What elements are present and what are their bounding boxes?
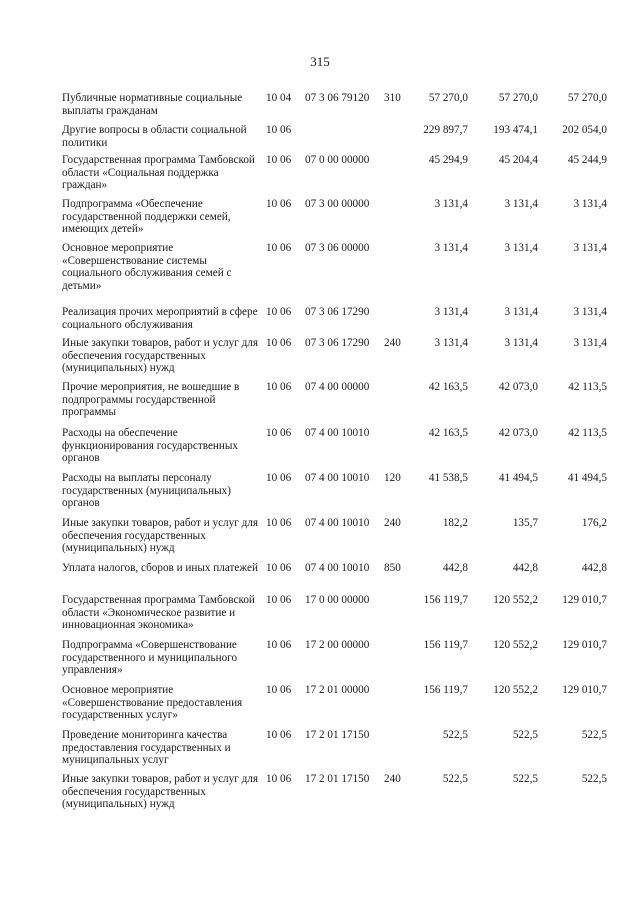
row-program-code: 17 2 00 00000 [305, 639, 370, 651]
row-value-year-2: 42 073,0 [498, 427, 538, 439]
row-value-year-1: 156 119,7 [423, 684, 468, 696]
row-value-year-2: 42 073,0 [498, 381, 538, 393]
row-program-code: 07 4 00 10010 [305, 517, 370, 529]
row-value-year-3: 202 054,0 [562, 124, 607, 136]
row-value-year-1: 156 119,7 [423, 594, 468, 606]
row-name: Проведение мониторинга качества предоставления государственных и муниципальных услуг [62, 729, 231, 766]
row-program-code: 07 3 06 79120 [305, 92, 370, 104]
row-section-code: 10 06 [266, 773, 292, 785]
row-expense-type: 310 [384, 92, 401, 104]
row-program-code: 07 4 00 00000 [305, 381, 370, 393]
row-value-year-2: 135,7 [512, 517, 538, 529]
row-section-code: 10 06 [266, 729, 292, 741]
row-section-code: 10 06 [266, 684, 292, 696]
row-value-year-3: 45 244,9 [567, 154, 607, 166]
row-value-year-3: 3 131,4 [573, 337, 607, 349]
row-program-code: 07 3 06 17290 [305, 306, 370, 318]
row-expense-type: 240 [384, 337, 401, 349]
row-value-year-2: 3 131,4 [504, 242, 538, 254]
row-program-code: 17 0 00 00000 [305, 594, 370, 606]
row-value-year-2: 442,8 [512, 562, 538, 574]
row-name: Государственная программа Тамбовской области «Социальная поддержка граждан» [62, 154, 255, 191]
row-value-year-2: 45 204,4 [498, 154, 538, 166]
row-value-year-3: 3 131,4 [573, 242, 607, 254]
row-section-code: 10 06 [266, 562, 292, 574]
row-name: Реализация прочих мероприятий в сфере социального обслуживания [62, 306, 258, 331]
row-value-year-3: 522,5 [581, 729, 607, 741]
row-value-year-2: 120 552,2 [493, 639, 538, 651]
row-name: Подпрограмма «Обеспечение государственной поддержки семей, имеющих детей» [62, 198, 231, 235]
row-section-code: 10 04 [266, 92, 292, 104]
row-value-year-1: 522,5 [442, 773, 468, 785]
row-value-year-1: 57 270,0 [428, 92, 468, 104]
row-program-code: 07 4 00 10010 [305, 562, 370, 574]
row-value-year-1: 45 294,9 [428, 154, 468, 166]
row-program-code: 17 2 01 17150 [305, 729, 370, 741]
row-value-year-2: 3 131,4 [504, 337, 538, 349]
row-value-year-3: 3 131,4 [573, 198, 607, 210]
row-value-year-1: 3 131,4 [434, 242, 468, 254]
row-program-code: 07 3 00 00000 [305, 198, 370, 210]
row-value-year-3: 42 113,5 [568, 381, 607, 393]
row-name: Иные закупки товаров, работ и услуг для обеспечения государственных (муниципальных) нужд [62, 517, 259, 554]
row-value-year-2: 57 270,0 [498, 92, 538, 104]
row-value-year-3: 57 270,0 [567, 92, 607, 104]
row-name: Иные закупки товаров, работ и услуг для обеспечения государственных (муниципальных) нужд [62, 773, 259, 810]
row-value-year-3: 129 010,7 [562, 594, 607, 606]
row-value-year-3: 129 010,7 [562, 639, 607, 651]
row-value-year-1: 3 131,4 [434, 198, 468, 210]
row-section-code: 10 06 [266, 198, 292, 210]
row-name: Расходы на выплаты персоналу государственных (муниципальных) органов [62, 472, 231, 509]
row-program-code: 07 0 00 00000 [305, 154, 370, 166]
row-section-code: 10 06 [266, 381, 292, 393]
row-expense-type: 240 [384, 517, 401, 529]
row-value-year-1: 3 131,4 [434, 337, 468, 349]
row-program-code: 17 2 01 00000 [305, 684, 370, 696]
page-number: 315 [310, 54, 330, 69]
row-value-year-2: 193 474,1 [493, 124, 538, 136]
row-name: Основное мероприятие «Совершенствование системы социального обслуживания семей с детьми» [62, 242, 232, 292]
row-program-code: 07 3 06 00000 [305, 242, 370, 254]
row-section-code: 10 06 [266, 242, 292, 254]
row-value-year-3: 129 010,7 [562, 684, 607, 696]
row-expense-type: 240 [384, 773, 401, 785]
row-section-code: 10 06 [266, 594, 292, 606]
row-section-code: 10 06 [266, 639, 292, 651]
row-value-year-2: 120 552,2 [493, 684, 538, 696]
row-value-year-1: 41 538,5 [428, 472, 468, 484]
row-value-year-2: 522,5 [512, 729, 538, 741]
row-value-year-2: 120 552,2 [493, 594, 538, 606]
row-expense-type: 850 [384, 562, 401, 574]
row-section-code: 10 06 [266, 337, 292, 349]
row-value-year-1: 182,2 [442, 517, 468, 529]
row-name: Прочие мероприятия, не вошедшие в подпрограммы государственной программы [62, 381, 240, 418]
row-value-year-2: 3 131,4 [504, 198, 538, 210]
row-value-year-1: 522,5 [442, 729, 468, 741]
row-section-code: 10 06 [266, 427, 292, 439]
row-value-year-3: 522,5 [581, 773, 607, 785]
row-name: Расходы на обеспечение функционирования государственных органов [62, 427, 238, 464]
row-program-code: 17 2 01 17150 [305, 773, 370, 785]
row-section-code: 10 06 [266, 306, 292, 318]
row-value-year-1: 156 119,7 [423, 639, 468, 651]
row-section-code: 10 06 [266, 472, 292, 484]
row-name: Подпрограмма «Совершенствование государственного и муниципального управления» [62, 639, 238, 676]
row-value-year-3: 41 494,5 [567, 472, 607, 484]
row-value-year-1: 3 131,4 [434, 306, 468, 318]
row-value-year-3: 3 131,4 [573, 306, 607, 318]
row-expense-type: 120 [384, 472, 401, 484]
row-program-code: 07 4 00 10010 [305, 472, 370, 484]
row-value-year-1: 229 897,7 [423, 124, 468, 136]
row-value-year-2: 41 494,5 [498, 472, 538, 484]
row-value-year-1: 42 163,5 [428, 381, 468, 393]
row-section-code: 10 06 [266, 517, 292, 529]
row-program-code: 07 3 06 17290 [305, 337, 370, 349]
row-name: Уплата налогов, сборов и иных платежей [62, 562, 258, 574]
row-value-year-1: 42 163,5 [428, 427, 468, 439]
row-name: Другие вопросы в области социальной политики [62, 124, 247, 149]
row-section-code: 10 06 [266, 154, 292, 166]
row-name: Государственная программа Тамбовской области «Экономическое развитие и инновационная экономика» [62, 594, 255, 631]
row-name: Публичные нормативные социальные выплаты гражданам [62, 92, 243, 117]
row-value-year-2: 522,5 [512, 773, 538, 785]
row-program-code: 07 4 00 10010 [305, 427, 370, 439]
row-section-code: 10 06 [266, 124, 292, 136]
row-value-year-3: 42 113,5 [568, 427, 607, 439]
row-value-year-3: 176,2 [581, 517, 607, 529]
row-value-year-3: 442,8 [581, 562, 607, 574]
row-name: Основное мероприятие «Совершенствование предоставления государственных услуг» [62, 684, 243, 721]
row-name: Иные закупки товаров, работ и услуг для обеспечения государственных (муниципальных) нужд [62, 337, 259, 374]
row-value-year-2: 3 131,4 [504, 306, 538, 318]
row-value-year-1: 442,8 [442, 562, 468, 574]
